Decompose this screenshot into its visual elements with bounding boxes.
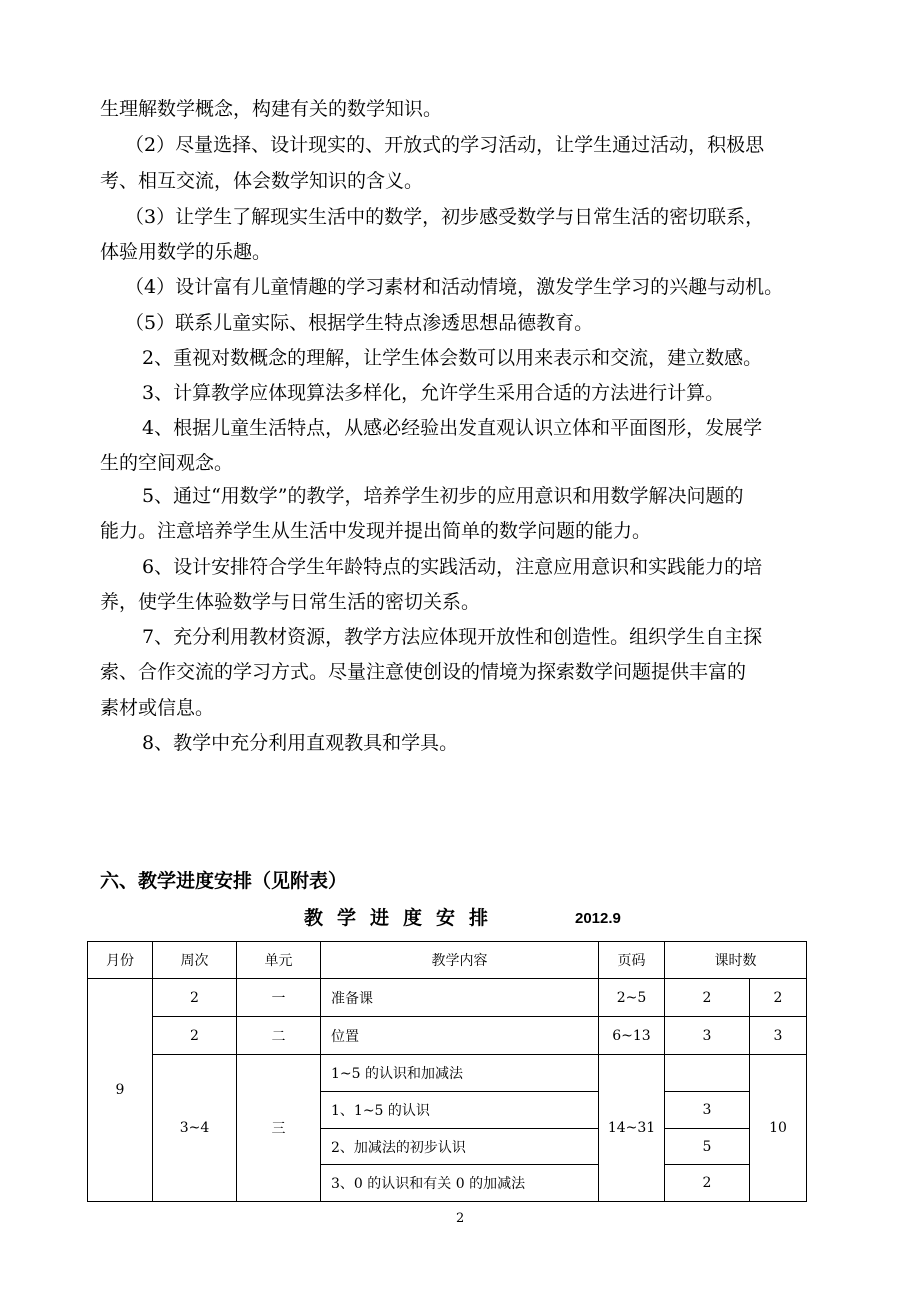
text-line: 4、根据儿童生活特点，从感必经验出发直观认识立体和平面图形，发展学 (142, 417, 763, 439)
text-line: 8、教学中充分利用直观教具和学具。 (142, 732, 459, 754)
table-date: 2012.9 (575, 910, 621, 927)
hours-cell: 3 (665, 1017, 750, 1055)
text-line: 6、设计安排符合学生年龄特点的实践活动，注意应用意识和实践能力的培 (142, 556, 763, 578)
text-line: 索、合作交流的学习方式。尽量注意使创设的情境为探索数学问题提供丰富的 (100, 661, 747, 683)
pages-cell: 2~5 (599, 979, 665, 1017)
hours-cell: 2 (665, 1165, 750, 1202)
month-cell: 9 (88, 979, 153, 1202)
content-cell: 3、0 的认识和有关 0 的加减法 (321, 1165, 599, 1202)
header-month: 月份 (88, 942, 153, 979)
hours-cell: 3 (750, 1017, 807, 1055)
text-line: 能力。注意培养学生从生活中发现并提出简单的数学问题的能力。 (100, 520, 652, 542)
unit-cell: 二 (237, 1017, 321, 1055)
hours-cell: 3 (665, 1092, 750, 1129)
hours-cell: 5 (665, 1129, 750, 1165)
text-line: 生理解数学概念，构建有关的数学知识。 (100, 98, 443, 120)
content-cell: 1~5 的认识和加减法 (321, 1055, 599, 1092)
text-line: 2、重视对数概念的理解，让学生体会数可以用来表示和交流，建立数感。 (142, 347, 763, 369)
pages-cell: 14~31 (599, 1055, 665, 1202)
text-line: 考、相互交流，体会数学知识的含义。 (100, 170, 424, 192)
hours-cell (665, 1055, 750, 1092)
text-line: （4）设计富有儿童情趣的学习素材和活动情境，激发学生学习的兴趣与动机。 (125, 276, 784, 298)
header-unit: 单元 (237, 942, 321, 979)
header-pages: 页码 (599, 942, 665, 979)
unit-cell: 三 (237, 1055, 321, 1202)
text-line: 生的空间观念。 (100, 452, 234, 474)
hours-cell: 2 (750, 979, 807, 1017)
table-title: 教学进度安排 (304, 907, 503, 929)
table-row (88, 1017, 807, 1055)
header-hours: 课时数 (665, 942, 807, 979)
text-line: 素材或信息。 (100, 697, 215, 719)
header-week: 周次 (153, 942, 237, 979)
hours-cell: 2 (665, 979, 750, 1017)
section-heading: 六、教学进度安排（见附表） (100, 870, 348, 892)
week-cell: 2 (153, 1017, 237, 1055)
content-cell: 位置 (321, 1017, 599, 1055)
week-cell: 2 (153, 979, 237, 1017)
text-line: （5）联系儿童实际、根据学生特点渗透思想品德教育。 (125, 312, 594, 334)
text-line: 7、充分利用教材资源，教学方法应体现开放性和创造性。组织学生自主探 (142, 626, 763, 648)
text-line: 5、通过“用数学”的教学，培养学生初步的应用意识和用数学解决问题的 (142, 485, 744, 507)
hours-total-cell: 10 (750, 1055, 807, 1202)
schedule-table (87, 941, 807, 1202)
table-row (88, 1055, 807, 1092)
table-header-row (88, 942, 807, 979)
text-line: （2）尽量选择、设计现实的、开放式的学习活动，让学生通过活动，积极思 (125, 134, 765, 156)
content-cell: 2、加减法的初步认识 (321, 1129, 599, 1165)
page-number: 2 (456, 1211, 465, 1226)
text-line: （3）让学生了解现实生活中的数学，初步感受数学与日常生活的密切联系， (125, 206, 765, 228)
pages-cell: 6~13 (599, 1017, 665, 1055)
content-cell: 准备课 (321, 979, 599, 1017)
text-line: 养，使学生体验数学与日常生活的密切关系。 (100, 591, 481, 613)
table-row (88, 979, 807, 1017)
text-line: 体验用数学的乐趣。 (100, 241, 272, 263)
unit-cell: 一 (237, 979, 321, 1017)
content-cell: 1、1~5 的认识 (321, 1092, 599, 1129)
week-cell: 3~4 (153, 1055, 237, 1202)
header-content: 教学内容 (321, 942, 599, 979)
text-line: 3、计算教学应体现算法多样化，允许学生采用合适的方法进行计算。 (142, 382, 725, 404)
